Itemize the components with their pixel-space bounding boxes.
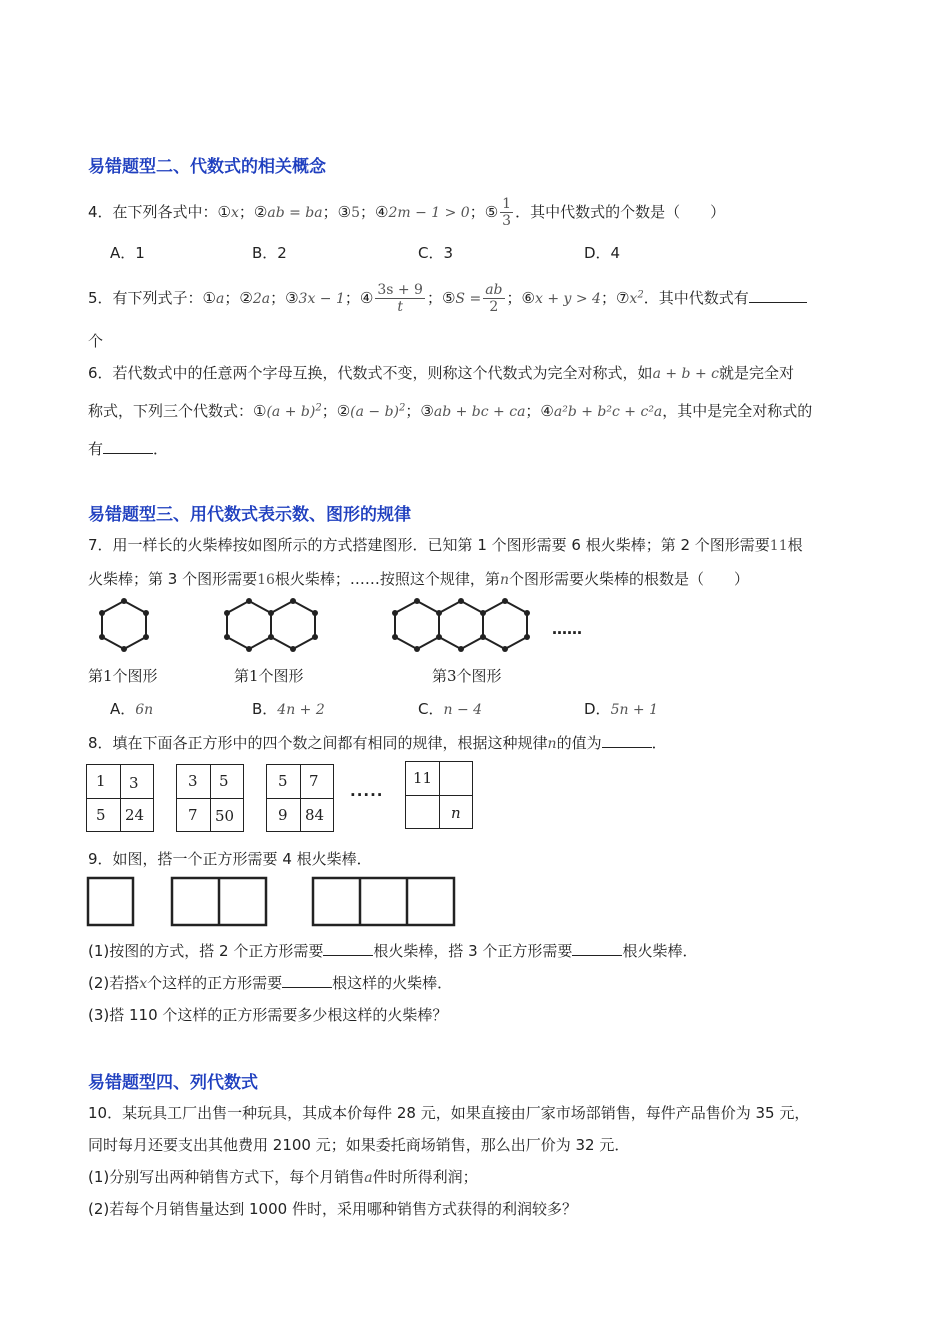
q6-sep: ；③ xyxy=(405,402,434,420)
q9-p1-blank-1[interactable] xyxy=(323,954,373,956)
q7-var-n: n xyxy=(499,572,509,588)
q8-grid-2-bl: 7 xyxy=(188,806,198,824)
q6-text: 6．若代数式中的任意两个字母互换，代数式不变，则称这个代数式为完全对称式，如 xyxy=(88,364,653,382)
q6-e2-sup: 2 xyxy=(399,402,406,414)
section-title-3: 易错题型三、用代数式表示数、图形的规律 xyxy=(88,505,411,525)
square-figures xyxy=(86,876,458,928)
q8-grid-3-tl: 5 xyxy=(278,772,288,790)
q5-sep: ；③ xyxy=(270,289,299,308)
q7-text-tail: 根 xyxy=(787,536,803,554)
q6-e1-base: (a + b) xyxy=(266,404,316,420)
q5-stem: 5．有下列式子：① xyxy=(88,289,216,308)
q5-sep: ；⑦ xyxy=(600,289,630,308)
q4-e5-den: 3 xyxy=(502,213,512,230)
section-title-2: 易错题型二、代数式的相关概念 xyxy=(88,157,326,177)
hexagon-3a xyxy=(395,601,439,649)
q5-expr-6: x + y > 4 xyxy=(534,291,601,308)
q9-p1-text: (1)按图的方式，搭 2 个正方形需要 xyxy=(88,942,324,960)
q5-line2: 个 xyxy=(88,332,104,350)
question-6-line2 xyxy=(88,400,812,421)
q4-expr-4: 2m − 1 > 0 xyxy=(388,205,470,222)
q6-expr-3: ab + bc + ca xyxy=(433,404,526,420)
q8-grid-3 xyxy=(266,764,334,832)
hexagon-2b xyxy=(271,601,315,649)
q8-var-n: n xyxy=(547,736,557,752)
q5-expr-1: a xyxy=(216,291,225,308)
q8-grid-1-tr: 3 xyxy=(129,774,139,792)
q8-grid-3-tr: 7 xyxy=(309,772,319,790)
q4-sep: ；③ xyxy=(322,203,352,222)
q10-part-1 xyxy=(88,1166,478,1187)
q7-text: 火柴棒；第 3 个图形需要 xyxy=(88,570,258,588)
q4-sep: ；⑤ xyxy=(469,203,499,222)
q7-option-b xyxy=(252,698,325,719)
q5-e4-den: t xyxy=(397,299,403,316)
q5-sep: ；⑥ xyxy=(506,289,535,308)
q6-end: ． xyxy=(153,440,169,458)
q8-grid-3-bl: 9 xyxy=(278,806,288,824)
square-fig-1 xyxy=(88,878,133,925)
q9-p1-blank-2[interactable] xyxy=(572,954,622,956)
q6-sep: ；② xyxy=(321,402,351,420)
hexagon-3c xyxy=(483,601,527,649)
q9-part-3: (3)搭 110 个这样的正方形需要多少根这样的火柴棒？ xyxy=(88,1006,448,1024)
q8-grid-1-tl: 1 xyxy=(96,772,106,790)
hexagon-2a xyxy=(227,601,271,649)
q7-figure-label-3: 第3个图形 xyxy=(432,667,502,685)
q7-opt-a-expr: 6n xyxy=(135,702,154,718)
q7-number-11: 11 xyxy=(769,538,788,554)
q4-option-b: B．2 xyxy=(252,244,287,262)
q7-opt-b-expr: 4n + 2 xyxy=(277,702,325,718)
question-8 xyxy=(88,732,667,753)
q6-text-tail: ，其中是完全对称式的 xyxy=(662,402,813,420)
q10-var-a: a xyxy=(364,1170,373,1186)
q8-text: 8．填在下面各正方形中的四个数之间都有相同的规律，根据这种规律 xyxy=(88,734,548,752)
q6-sep: ；④ xyxy=(525,402,554,420)
q5-sep: ；② xyxy=(224,289,253,308)
q5-expr-4 xyxy=(375,282,425,315)
question-4 xyxy=(88,196,725,229)
q8-ellipsis: ····· xyxy=(350,786,384,804)
q7-option-d xyxy=(584,698,658,719)
q7-opt-a-label: A． xyxy=(110,700,136,718)
q8-grid-2-tl: 3 xyxy=(188,772,198,790)
q7-figure-label-1: 第1个图形 xyxy=(88,667,158,685)
q10-p1-text: (1)分别写出两种销售方式下，每个月销售 xyxy=(88,1168,365,1186)
q8-text-tail: 的值为 xyxy=(556,734,602,752)
q7-opt-c-label: C． xyxy=(418,700,444,718)
q4-sep: ；④ xyxy=(359,203,389,222)
hexagon-3b xyxy=(439,601,483,649)
q9-p2-text: 个这样的正方形需要 xyxy=(147,974,283,992)
q5-answer-blank[interactable] xyxy=(749,301,807,303)
q8-grid-2-tr: 5 xyxy=(219,772,229,790)
q5-expr-2: 2a xyxy=(252,291,271,308)
q9-p2-text: 根这样的火柴棒． xyxy=(332,974,453,992)
question-7-line2 xyxy=(88,568,749,589)
square-fig-3 xyxy=(313,878,454,925)
q7-option-c xyxy=(418,698,482,719)
q8-grid-1-bl: 5 xyxy=(96,806,106,824)
q4-sep: ；② xyxy=(238,203,268,222)
q8-grid-4-br: n xyxy=(451,804,461,822)
q4-e5-num: 1 xyxy=(502,196,512,212)
q5-e4-num: 3s + 9 xyxy=(377,282,423,298)
question-10-line1: 10．某玩具工厂出售一种玩具，其成本价每件 28 元，如果直接由厂家市场部销售，每件产品售价为 35 元， xyxy=(88,1104,810,1122)
q8-end: ． xyxy=(651,734,667,752)
hexagon-1a xyxy=(102,601,146,649)
q7-opt-d-label: D． xyxy=(584,700,611,718)
q4-stem: 4．在下列各式中：① xyxy=(88,203,231,222)
question-5 xyxy=(88,282,807,315)
question-6-line3 xyxy=(88,438,168,459)
q5-sep: ；⑤ xyxy=(426,289,456,308)
hexagon-figures xyxy=(88,592,608,662)
q4-expr-3: 5 xyxy=(351,205,360,222)
q5-expr-3: 3x − 1 xyxy=(298,291,345,308)
q6-answer-blank[interactable] xyxy=(103,452,153,454)
q4-expr-2: ab = ba xyxy=(267,205,323,222)
q8-grid-1-br: 24 xyxy=(125,806,145,824)
q5-expr-7 xyxy=(629,291,643,307)
q6-e1-sup: 2 xyxy=(315,402,322,414)
q9-p1-text: 根火柴棒． xyxy=(622,942,698,960)
q4-option-a: A．1 xyxy=(110,244,145,262)
q6-text: 称式，下列三个代数式：① xyxy=(88,402,267,420)
q9-part-2 xyxy=(88,972,452,993)
q7-opt-c-expr: n − 4 xyxy=(443,702,483,718)
q6-e2-base: (a − b) xyxy=(350,404,400,420)
q9-p2-text: (2)若搭 xyxy=(88,974,140,992)
q6-expr-4: a²b + b²c + c²a xyxy=(553,404,663,420)
q4-tail: ．其中代数式的个数是（ ） xyxy=(515,203,726,222)
q5-e7-sup: 2 xyxy=(637,289,644,301)
q4-option-d: D．4 xyxy=(584,244,621,262)
q7-opt-d-expr: 5n + 1 xyxy=(610,702,659,718)
q10-p1-text: 件时所得利润； xyxy=(372,1168,478,1186)
q8-grid-4 xyxy=(405,761,473,829)
q10-part-2: (2)若每个月销售量达到 1000 件时，采用哪种销售方式获得的利润较多？ xyxy=(88,1200,577,1218)
q6-text-tail: 就是完全对 xyxy=(718,364,794,382)
q8-answer-blank[interactable] xyxy=(602,746,652,748)
q4-option-c: C．3 xyxy=(418,244,454,262)
q8-grid-2-br: 50 xyxy=(215,807,235,825)
q4-expr-1: x xyxy=(231,205,239,222)
q5-e5-lhs: S = xyxy=(455,291,482,308)
q9-p2-blank[interactable] xyxy=(282,986,332,988)
question-6-line1 xyxy=(88,362,794,383)
q7-option-a xyxy=(110,698,153,719)
q4-expr-5 xyxy=(500,196,513,229)
q5-e5-den: 2 xyxy=(489,299,499,316)
section-title-4: 易错题型四、列代数式 xyxy=(88,1073,258,1093)
q9-p1-text: 根火柴棒，搭 3 个正方形需要 xyxy=(373,942,573,960)
q8-grid-4-tl: 11 xyxy=(413,769,433,787)
q5-tail: ．其中代数式有 xyxy=(643,289,749,308)
q7-opt-b-label: B． xyxy=(252,700,278,718)
q7-figure-ellipsis: …… xyxy=(552,620,582,638)
q9-var-x: x xyxy=(139,976,148,992)
q6-expr-2 xyxy=(350,404,405,420)
question-10-line2: 同时每月还要支出其他费用 2100 元；如果委托商场销售，那么出厂价为 32 元． xyxy=(88,1136,630,1154)
q5-expr-5 xyxy=(483,282,504,315)
q6-text: 有 xyxy=(88,440,104,458)
q7-text-tail: 个图形需要火柴棒的根数是（ ） xyxy=(508,570,749,588)
q9-part-1 xyxy=(88,940,697,961)
q7-text: 7．用一样长的火柴棒按如图所示的方式搭建图形．已知第 1 个图形需要 6 根火柴棒；第 2 个图形需要 xyxy=(88,536,770,554)
q8-grid-3-br: 84 xyxy=(305,806,325,824)
q7-text: 根火柴棒；……按照这个规律，第 xyxy=(274,570,500,588)
question-7-line1 xyxy=(88,534,803,555)
q5-e5-num: ab xyxy=(485,282,503,298)
q5-e7-base: x xyxy=(629,291,638,308)
q7-number-16: 16 xyxy=(257,572,275,588)
q5-sep: ；④ xyxy=(344,289,374,308)
q6-expr-1 xyxy=(266,404,321,420)
q8-grid-1 xyxy=(86,764,154,832)
q7-figure-label-2: 第1个图形 xyxy=(234,667,304,685)
q6-example: a + b + c xyxy=(652,366,719,382)
q8-grid-2 xyxy=(176,764,244,832)
question-9: 9．如图，搭一个正方形需要 4 根火柴棒． xyxy=(88,850,372,868)
